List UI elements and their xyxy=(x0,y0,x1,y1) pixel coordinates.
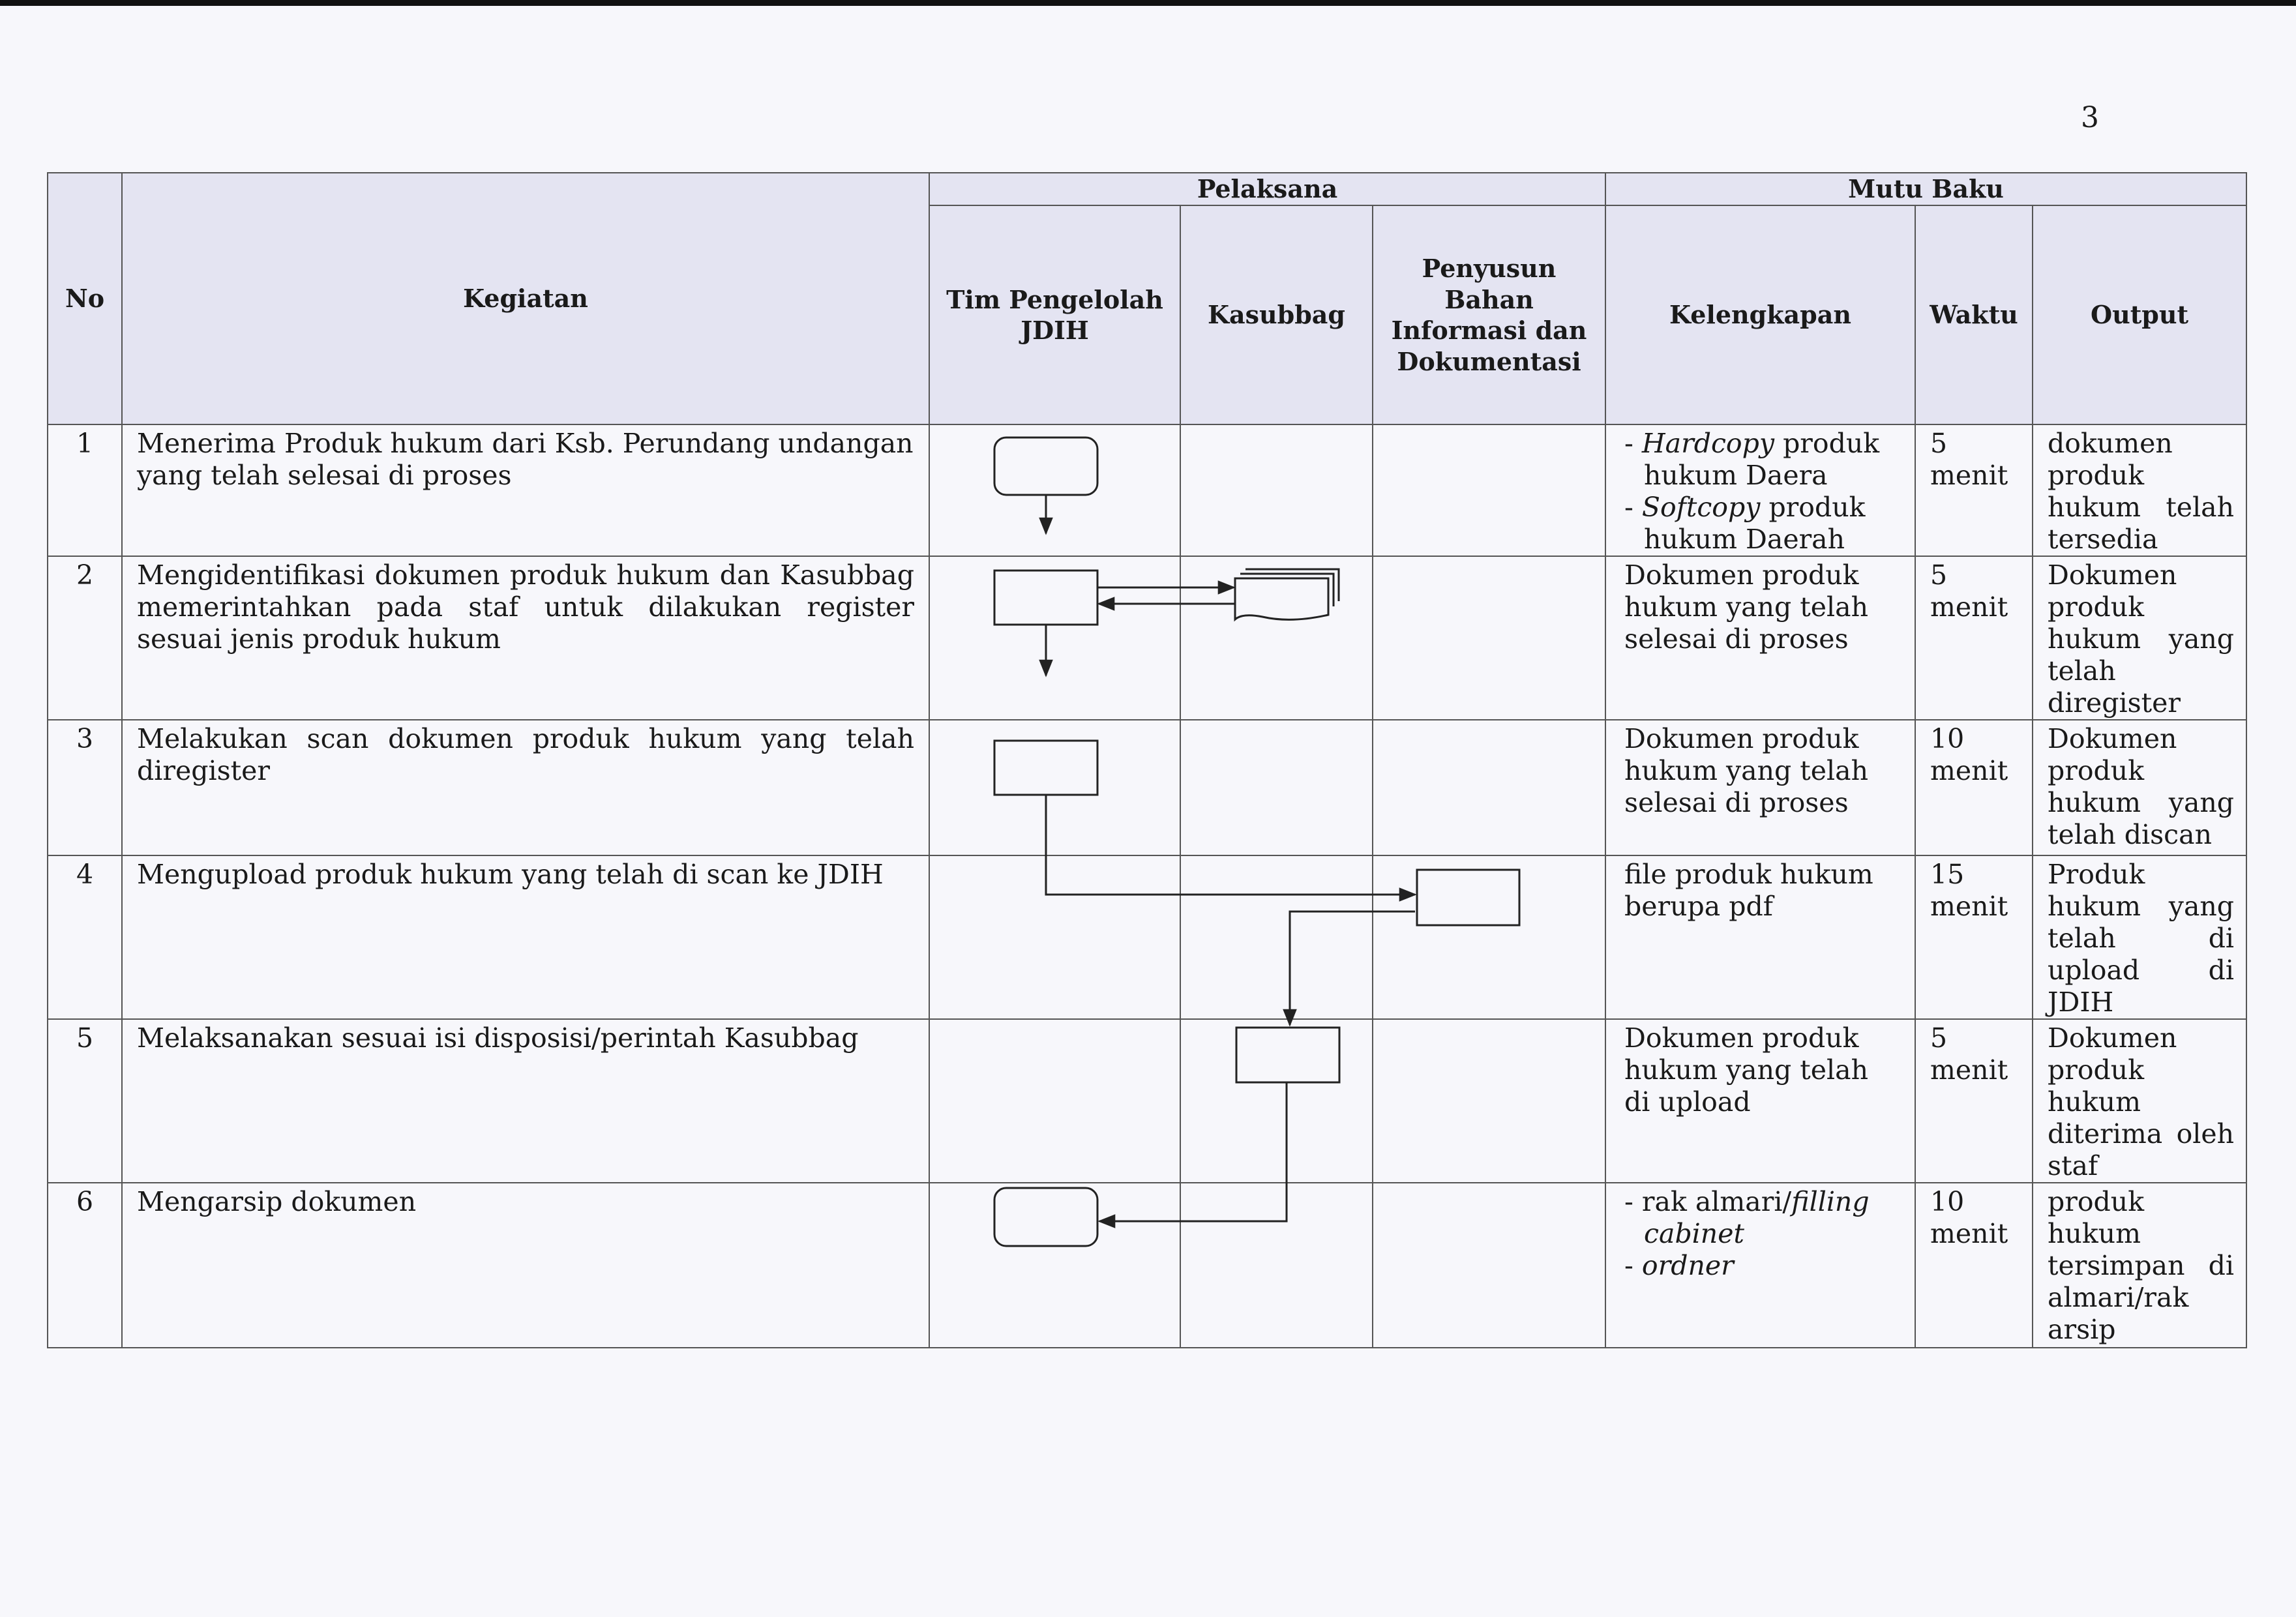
kegiatan-cell: Melaksanakan sesuai isi disposisi/perintah Kasubbag xyxy=(122,1019,929,1183)
header-mutu-baku: Mutu Baku xyxy=(1605,173,2246,205)
waktu-cell: 15 menit xyxy=(1915,855,2033,1019)
kelengkapan-cell xyxy=(1605,1019,1915,1183)
waktu-cell: 10 menit xyxy=(1915,720,2033,855)
kegiatan-cell: Mengidentifikasi dokumen produk hukum dan Kasubbag memerintahkan pada staf untuk dilakukan register sesuai jenis produk hukum xyxy=(122,556,929,720)
kelengkapan-item: - rak almari/filling cabinet xyxy=(1624,1186,1870,1249)
output-cell: Dokumen produk hukum diterima oleh staf xyxy=(2033,1019,2246,1183)
header-pelaksana: Pelaksana xyxy=(929,173,1605,205)
sop-table xyxy=(47,172,2247,1348)
header-kasubbag: Kasubbag xyxy=(1180,205,1373,424)
kegiatan-cell: Mengupload produk hukum yang telah di scan ke JDIH xyxy=(122,855,929,1019)
output-cell: dokumen produk hukum telah tersedia xyxy=(2033,424,2246,556)
table-row xyxy=(48,1019,2246,1183)
waktu-cell: 5 menit xyxy=(1915,556,2033,720)
output-cell: produk hukum tersimpan di almari/rak arsip xyxy=(2033,1183,2246,1348)
row-number: 1 xyxy=(48,424,122,556)
header-kegiatan: Kegiatan xyxy=(122,173,929,424)
table-row xyxy=(48,1183,2246,1348)
kelengkapan-item: Dokumen produk hukum yang telah selesai di proses xyxy=(1624,559,1868,655)
row-number: 4 xyxy=(48,855,122,1019)
penyusun-lane-cell xyxy=(1373,556,1605,720)
kegiatan-cell: Mengarsip dokumen xyxy=(122,1183,929,1348)
kelengkapan-cell xyxy=(1605,556,1915,720)
kasubbag-lane-cell xyxy=(1180,424,1373,556)
header-waktu: Waktu xyxy=(1915,205,2033,424)
tim-lane-cell xyxy=(929,556,1180,720)
kelengkapan-item: Dokumen produk hukum yang telah di upload xyxy=(1624,1022,1868,1118)
scan-top-edge xyxy=(0,0,2296,6)
kelengkapan-cell xyxy=(1605,1183,1915,1348)
header-penyusun: Penyusun Bahan Informasi dan Dokumentasi xyxy=(1373,205,1605,424)
tim-lane-cell xyxy=(929,1019,1180,1183)
tim-lane-cell xyxy=(929,855,1180,1019)
kelengkapan-cell xyxy=(1605,424,1915,556)
waktu-cell: 5 menit xyxy=(1915,424,2033,556)
kasubbag-lane-cell xyxy=(1180,1183,1373,1348)
tim-lane-cell xyxy=(929,424,1180,556)
output-cell: Dokumen produk hukum yang telah diregister xyxy=(2033,556,2246,720)
table-row xyxy=(48,424,2246,556)
tim-lane-cell xyxy=(929,1183,1180,1348)
kelengkapan-item: - Softcopy produk hukum Daerah xyxy=(1624,492,1866,555)
header-kelengkapan: Kelengkapan xyxy=(1605,205,1915,424)
row-number: 3 xyxy=(48,720,122,855)
kasubbag-lane-cell xyxy=(1180,556,1373,720)
penyusun-lane-cell xyxy=(1373,720,1605,855)
table-row xyxy=(48,855,2246,1019)
header-output: Output xyxy=(2033,205,2246,424)
penyusun-lane-cell xyxy=(1373,1019,1605,1183)
waktu-cell: 5 menit xyxy=(1915,1019,2033,1183)
kasubbag-lane-cell xyxy=(1180,720,1373,855)
kelengkapan-item: Dokumen produk hukum yang telah selesai di proses xyxy=(1624,723,1868,818)
kelengkapan-item: file produk hukum berupa pdf xyxy=(1624,859,1873,922)
penyusun-lane-cell xyxy=(1373,855,1605,1019)
page-number: 3 xyxy=(2081,101,2099,134)
kegiatan-cell: Menerima Produk hukum dari Ksb. Perundang undangan yang telah selesai di proses xyxy=(122,424,929,556)
waktu-cell: 10 menit xyxy=(1915,1183,2033,1348)
row-number: 2 xyxy=(48,556,122,720)
kegiatan-cell: Melakukan scan dokumen produk hukum yang telah diregister xyxy=(122,720,929,855)
penyusun-lane-cell xyxy=(1373,1183,1605,1348)
output-cell: Dokumen produk hukum yang telah discan xyxy=(2033,720,2246,855)
table-row xyxy=(48,720,2246,855)
kelengkapan-item: - Hardcopy produk hukum Daera xyxy=(1624,428,1880,491)
header-no: No xyxy=(48,173,122,424)
penyusun-lane-cell xyxy=(1373,424,1605,556)
kelengkapan-cell xyxy=(1605,855,1915,1019)
tim-lane-cell xyxy=(929,720,1180,855)
table-row xyxy=(48,556,2246,720)
row-number: 6 xyxy=(48,1183,122,1348)
header-tim-pengelolah: Tim Pengelolah JDIH xyxy=(929,205,1180,424)
kelengkapan-cell xyxy=(1605,720,1915,855)
kasubbag-lane-cell xyxy=(1180,1019,1373,1183)
kelengkapan-item: - ordner xyxy=(1624,1250,1734,1281)
row-number: 5 xyxy=(48,1019,122,1183)
kasubbag-lane-cell xyxy=(1180,855,1373,1019)
output-cell: Produk hukum yang telah di upload di JDIH xyxy=(2033,855,2246,1019)
